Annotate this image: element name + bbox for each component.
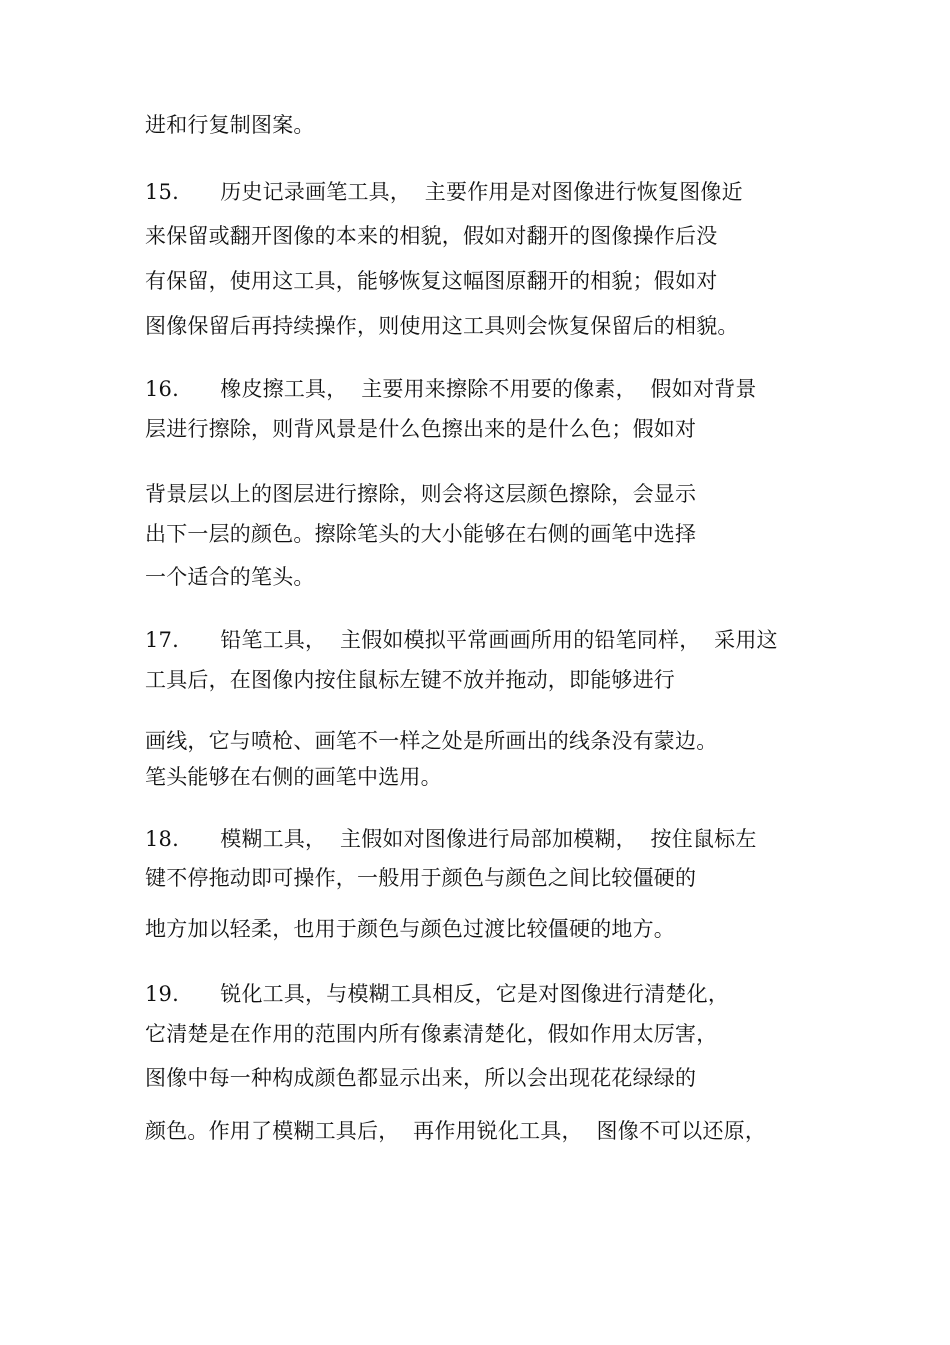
item-16-line-2: 层进行擦除，则背风景是什么色擦出来的是什么色；假如对 — [145, 417, 697, 441]
item-18-line-1: 18. 模糊工具， 主假如对图像进行局部加模糊， 按住鼠标左 — [145, 827, 757, 851]
item-18-line-2: 键不停拖动即可操作，一般用于颜色与颜色之间比较僵硬的 — [145, 866, 697, 890]
item-15-line-2: 来保留或翻开图像的本来的相貌，假如对翻开的图像操作后没 — [145, 224, 718, 248]
item-16-line-4: 出下一层的颜色。擦除笔头的大小能够在右侧的画笔中选择 — [145, 522, 697, 546]
item-17-line-2: 工具后，在图像内按住鼠标左键不放并拖动，即能够进行 — [145, 668, 675, 692]
item-17-line-4: 笔头能够在右侧的画笔中选用。 — [145, 765, 442, 789]
item-19-line-2: 它清楚是在作用的范围内所有像素清楚化，假如作用太厉害， — [145, 1022, 718, 1046]
item-15-line-1: 15. 历史记录画笔工具， 主要作用是对图像进行恢复图像近 — [145, 180, 743, 204]
item-19-line-1: 19. 锐化工具，与模糊工具相反，它是对图像进行清楚化， — [145, 982, 730, 1006]
item-18-line-3: 地方加以轻柔，也用于颜色与颜色过渡比较僵硬的地方。 — [145, 917, 675, 941]
item-15-line-3: 有保留，使用这工具，能够恢复这幅图原翻开的相貌；假如对 — [145, 269, 718, 293]
item-15-line-4: 图像保留后再持续操作，则使用这工具则会恢复保留后的相貌。 — [145, 314, 739, 338]
text-line: 进和行复制图案。 — [145, 113, 315, 137]
item-16-line-3: 背景层以上的图层进行擦除，则会将这层颜色擦除，会显示 — [145, 482, 697, 506]
item-19-line-4: 颜色。作用了模糊工具后， 再作用锐化工具， 图像不可以还原， — [145, 1119, 767, 1143]
item-16-line-1: 16. 橡皮擦工具， 主要用来擦除不用要的像素， 假如对背景 — [145, 377, 757, 401]
item-19-line-3: 图像中每一种构成颜色都显示出来，所以会出现花花绿绿的 — [145, 1066, 697, 1090]
item-17-line-3: 画线，它与喷枪、画笔不一样之处是所画出的线条没有蒙边。 — [145, 729, 718, 753]
item-17-line-1: 17. 铅笔工具， 主假如模拟平常画画所用的铅笔同样， 采用这 — [145, 628, 778, 652]
item-16-line-5: 一个适合的笔头。 — [145, 565, 315, 589]
